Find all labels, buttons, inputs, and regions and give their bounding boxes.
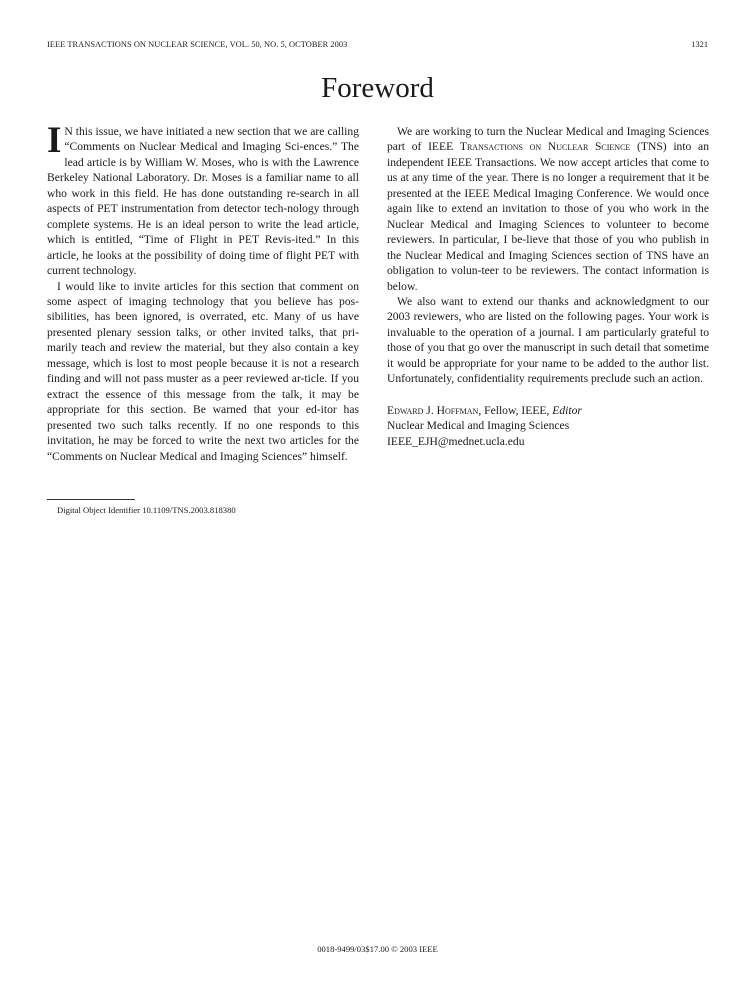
paragraph-intro-text: N this issue, we have initiated a new section that we are calling “Comments on Nuclear Medical and Imaging Sci-ences.” The lead article is by William W. Moses, who is with the Lawrence Berkeley National Laboratory. Dr. Moses is a familiar name to all who work in this field. He has done outstanding re-search in all aspects of PET instrumentation from detector tech-nology through complete systems. He is an ideal person to write the lead article, which is entitled, “Time of Flight in PET Revis-ited.” In this article, he looks at the possibility of doing time of flight PET with current technology. xyxy=(47,125,359,278)
paragraph-invitation: I would like to invite articles for this section that comment on some aspect of imaging technology that you believe has pos-sibilities, has been ignored, is overrated, etc. Many of us have presented plenary session talks, or other invited talks, that pri-marily teach and review the material, but they also contain a key message, which is lost to most people because it is not a research finding and will not pass muster as a peer reviewed ar-ticle. If you extract the essence of this message from the talk, it may be appropriate for this section. Be warned that your ed-itor has presented two such talks recently. If no one responds to this invitation, he may be forced to write the next two articles for the “Comments on Nuclear Medical and Imaging Sciences” himself. xyxy=(47,279,359,463)
paragraph-intro xyxy=(47,120,359,279)
signature-block xyxy=(387,403,709,450)
editor-role: Editor xyxy=(552,403,582,417)
left-column xyxy=(47,120,359,464)
signature-line xyxy=(387,403,709,419)
paragraph-tns xyxy=(387,124,709,294)
footnote-doi: Digital Object Identifier 10.1109/TNS.2003.818380 xyxy=(57,505,236,515)
page-title: Foreword xyxy=(321,72,434,104)
editor-section: Nuclear Medical and Imaging Sciences xyxy=(387,419,570,433)
editor-affiliation: , Fellow, IEEE, xyxy=(478,403,553,417)
drop-cap: I xyxy=(47,120,62,161)
running-head: IEEE TRANSACTIONS ON NUCLEAR SCIENCE, VOL. 50, NO. 5, OCTOBER 2003 xyxy=(47,40,348,49)
paragraph-tns-after: (TNS) into an independent IEEE Transactions. We now accept articles that come to us at any time of the year. There is no longer a requirement that it be presented at the IEEE Medical Imaging Conference. We would once again like to extend an invitation to those of you who work in the Nuclear Medical and Imaging Sciences to volunteer to become reviewers. In particular, I be-lieve that those of you who publish in the Nuclear Medical and Imaging Sciences section of TNS have an obligation to volun-teer to be reviewers. The contact information is below. xyxy=(387,140,709,293)
editor-name: Edward J. Hoffman xyxy=(387,403,479,417)
right-column xyxy=(387,124,709,449)
paragraph-tns-before: We are working to turn the Nuclear Medical and Imaging Sciences part of IEEE xyxy=(387,125,709,154)
paragraph-thanks: We also want to extend our thanks and acknowledgment to our 2003 reviewers, who are listed on the following pages. Your work is invaluable to the operation of a journal. I am particularly grateful to those of you that go over the manuscript in such detail that sometime it would be appropriate for your name to be added to the author list. Unfortunately, confidentiality requirements preclude such an action. xyxy=(387,294,709,386)
page-number: 1321 xyxy=(691,40,708,49)
footnote-rule xyxy=(47,499,135,500)
copyright-line: 0018-9499/03$17.00 © 2003 IEEE xyxy=(317,944,438,954)
journal-name-smallcaps: Transactions on Nuclear Science xyxy=(459,140,631,154)
editor-email: IEEE_EJH@mednet.ucla.edu xyxy=(387,434,525,448)
